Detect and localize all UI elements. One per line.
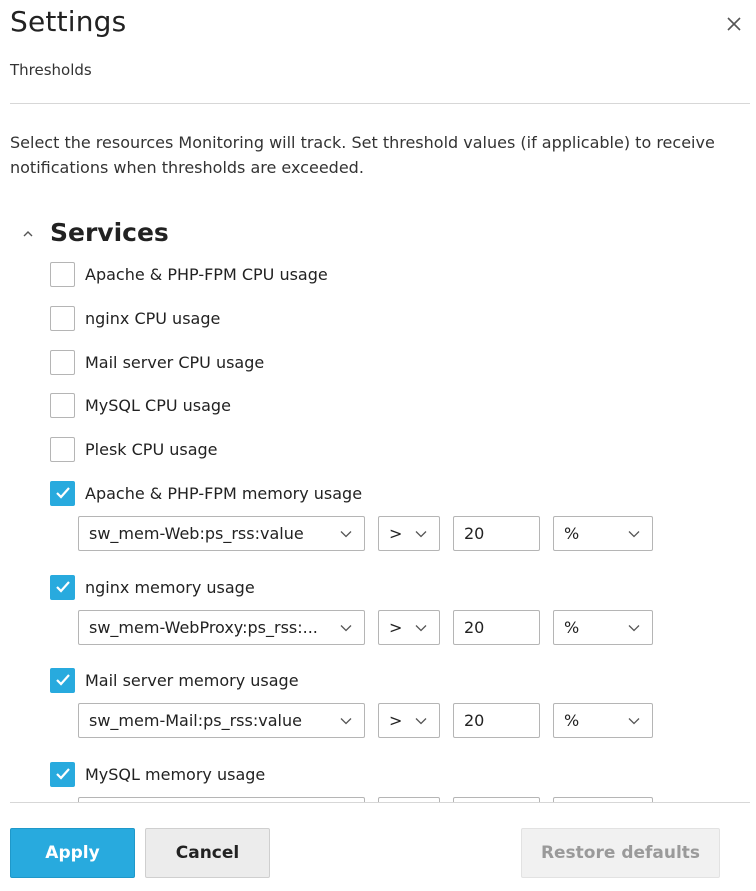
checkbox-label: nginx memory usage	[85, 577, 255, 597]
operator-select-value: >	[389, 618, 403, 637]
list-item[interactable]	[50, 574, 255, 600]
metric-select-value: sw_mem-Web:ps_rss:value	[89, 524, 304, 543]
metric-select[interactable]	[78, 516, 365, 551]
threshold-value-input[interactable]: 20	[453, 703, 540, 738]
list-item[interactable]	[50, 392, 231, 418]
checkbox[interactable]	[50, 437, 75, 462]
chevron-down-icon	[628, 624, 640, 632]
operator-select-value: >	[389, 711, 403, 730]
header-divider	[10, 103, 750, 104]
checkmark-icon	[55, 673, 71, 687]
list-item[interactable]	[50, 667, 299, 693]
close-icon	[722, 12, 746, 36]
chevron-down-icon	[340, 717, 352, 725]
checkbox-checked[interactable]	[50, 762, 75, 787]
checkbox[interactable]	[50, 350, 75, 375]
checkbox-checked[interactable]	[50, 668, 75, 693]
unit-select[interactable]	[553, 703, 653, 738]
checkbox[interactable]	[50, 262, 75, 287]
close-button[interactable]	[722, 12, 746, 36]
chevron-down-icon	[340, 624, 352, 632]
list-item[interactable]	[50, 436, 218, 462]
metric-select-value: sw_mem-WebProxy:ps_rss:...	[89, 618, 318, 637]
unit-select-value: %	[564, 524, 580, 543]
restore-defaults-button[interactable]: Restore defaults	[521, 828, 720, 878]
checkmark-icon	[55, 767, 71, 781]
checkbox-label: MySQL CPU usage	[85, 395, 231, 415]
dialog-title: Settings	[10, 5, 127, 38]
checkmark-icon	[55, 486, 71, 500]
unit-select-value: %	[564, 618, 580, 637]
checkbox[interactable]	[50, 306, 75, 331]
list-item[interactable]	[50, 480, 362, 506]
dialog-description: Select the resources Monitoring will track. Set threshold values (if applicable) to receive notifications when thresholds are exceeded.	[10, 133, 715, 177]
chevron-down-icon	[415, 530, 427, 538]
checkbox-checked[interactable]	[50, 575, 75, 600]
dialog-subtitle: Thresholds	[10, 61, 92, 79]
checkbox-label: Apache & PHP-FPM CPU usage	[85, 264, 328, 284]
chevron-down-icon	[628, 530, 640, 538]
checkbox-label: nginx CPU usage	[85, 308, 221, 328]
footer-divider	[10, 802, 750, 803]
threshold-value-input[interactable]: 20	[453, 516, 540, 551]
section-collapse-toggle[interactable]	[20, 226, 36, 240]
chevron-down-icon	[415, 717, 427, 725]
section-title: Services	[50, 218, 169, 247]
unit-select-value: %	[564, 711, 580, 730]
list-item[interactable]	[50, 761, 265, 787]
operator-select-value: >	[389, 524, 403, 543]
chevron-down-icon	[340, 530, 352, 538]
operator-select[interactable]	[378, 516, 440, 551]
checkbox-label: Apache & PHP-FPM memory usage	[85, 483, 363, 503]
checkbox-label: Plesk CPU usage	[85, 439, 218, 459]
checkmark-icon	[55, 580, 71, 594]
checkbox[interactable]	[50, 393, 75, 418]
chevron-down-icon	[415, 624, 427, 632]
operator-select[interactable]	[378, 703, 440, 738]
checkbox-label: Mail server memory usage	[85, 670, 299, 690]
checkbox-label: Mail server CPU usage	[85, 352, 265, 372]
checkbox-label: MySQL memory usage	[85, 764, 266, 784]
unit-select[interactable]	[553, 516, 653, 551]
list-item[interactable]	[50, 305, 220, 331]
checkbox-checked[interactable]	[50, 481, 75, 506]
metric-select-value: sw_mem-Mail:ps_rss:value	[89, 711, 302, 730]
threshold-value-input[interactable]: 20	[453, 610, 540, 645]
metric-select[interactable]	[78, 610, 365, 645]
services-list[interactable]	[0, 250, 756, 802]
metric-select[interactable]	[78, 703, 365, 738]
cancel-button[interactable]: Cancel	[145, 828, 270, 878]
unit-select[interactable]	[553, 610, 653, 645]
list-item[interactable]	[50, 349, 264, 375]
list-item[interactable]	[50, 261, 328, 287]
apply-button[interactable]: Apply	[10, 828, 135, 878]
chevron-up-icon	[20, 227, 36, 241]
operator-select[interactable]	[378, 610, 440, 645]
chevron-down-icon	[628, 717, 640, 725]
